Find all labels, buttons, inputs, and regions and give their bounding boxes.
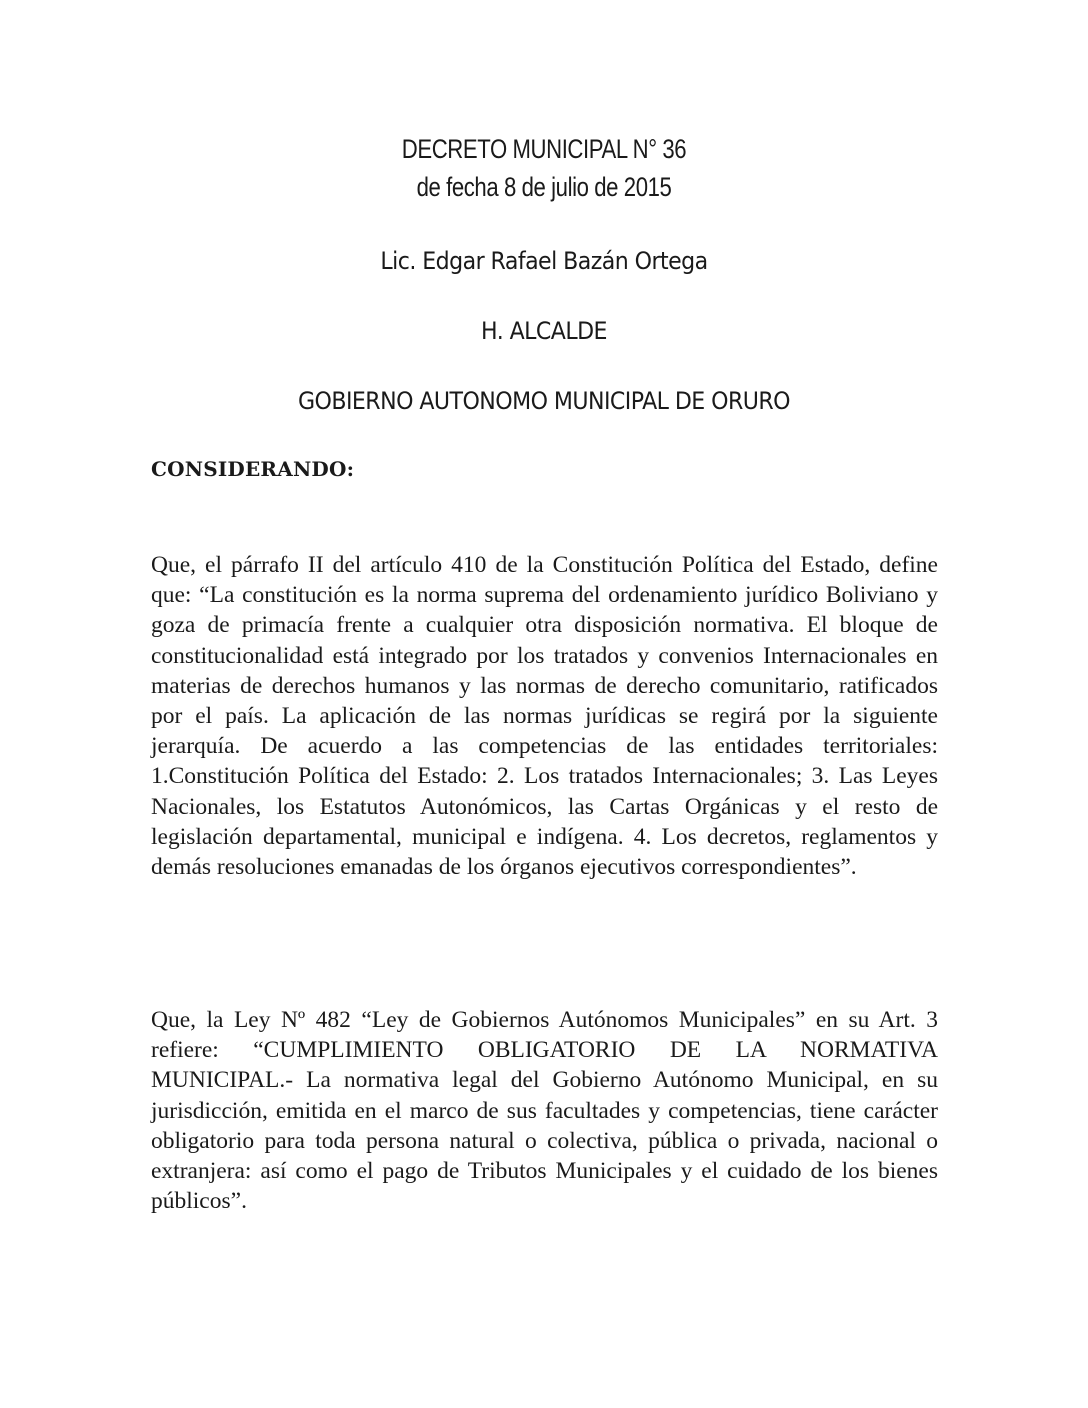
decree-title xyxy=(98,130,990,206)
paragraph-2: Que, la Ley Nº 482 “Ley de Gobiernos Autónomos Municipales” en su Art. 3 refiere: “CUMPLIMIENTO OBLIGATORIO DE LA NORMATIVA MUNICIPAL.- La normativa legal del Gobierno Autónomo Municipal, en su jurisdicción, emitida en el marco de sus facultades y competencias, tiene carácter obligatorio para toda persona natural o colectiva, pública o privada, nacional o extranjera: así como el pago de Tributos Municipales y el cuidado de los bienes públicos”. xyxy=(151,1007,938,1215)
paragraph-1: Que, el párrafo II del artículo 410 de la Constitución Política del Estado, define que: “La constitución es la norma suprema del ordenamiento jurídico Boliviano y goza de primacía frente a cualquier otra disposición normativa. El bloque de constitucionalidad está integrado por los tratados y convenios Internacionales en materias de derechos humanos y las normas de derecho comunitario, ratificados por el país. La aplicación de las normas jurídicas se regirá por la siguiente jerarquía. De acuerdo a las competencias de las entidades territoriales: 1.Constitución Política del Estado: 2. Los tratados Internacionales; 3. Las Leyes Nacionales, los Estatutos Autonómicos, las Cartas Orgánicas y el resto de legislación departamental, municipal e indígena. 4. Los decretos, reglamentos y demás resoluciones emanadas de los órganos ejecutivos correspondientes”. xyxy=(151,552,938,881)
section-heading: CONSIDERANDO: xyxy=(151,457,355,481)
decree-date: de fecha 8 de julio de 2015 xyxy=(416,172,672,202)
official-role: H. ALCALDE xyxy=(481,317,607,345)
official-name: Lic. Edgar Rafael Bazán Ortega xyxy=(380,247,708,275)
government-name: GOBIERNO AUTONOMO MUNICIPAL DE ORURO xyxy=(297,387,791,415)
decree-number: DECRETO MUNICIPAL N° 36 xyxy=(401,134,687,164)
